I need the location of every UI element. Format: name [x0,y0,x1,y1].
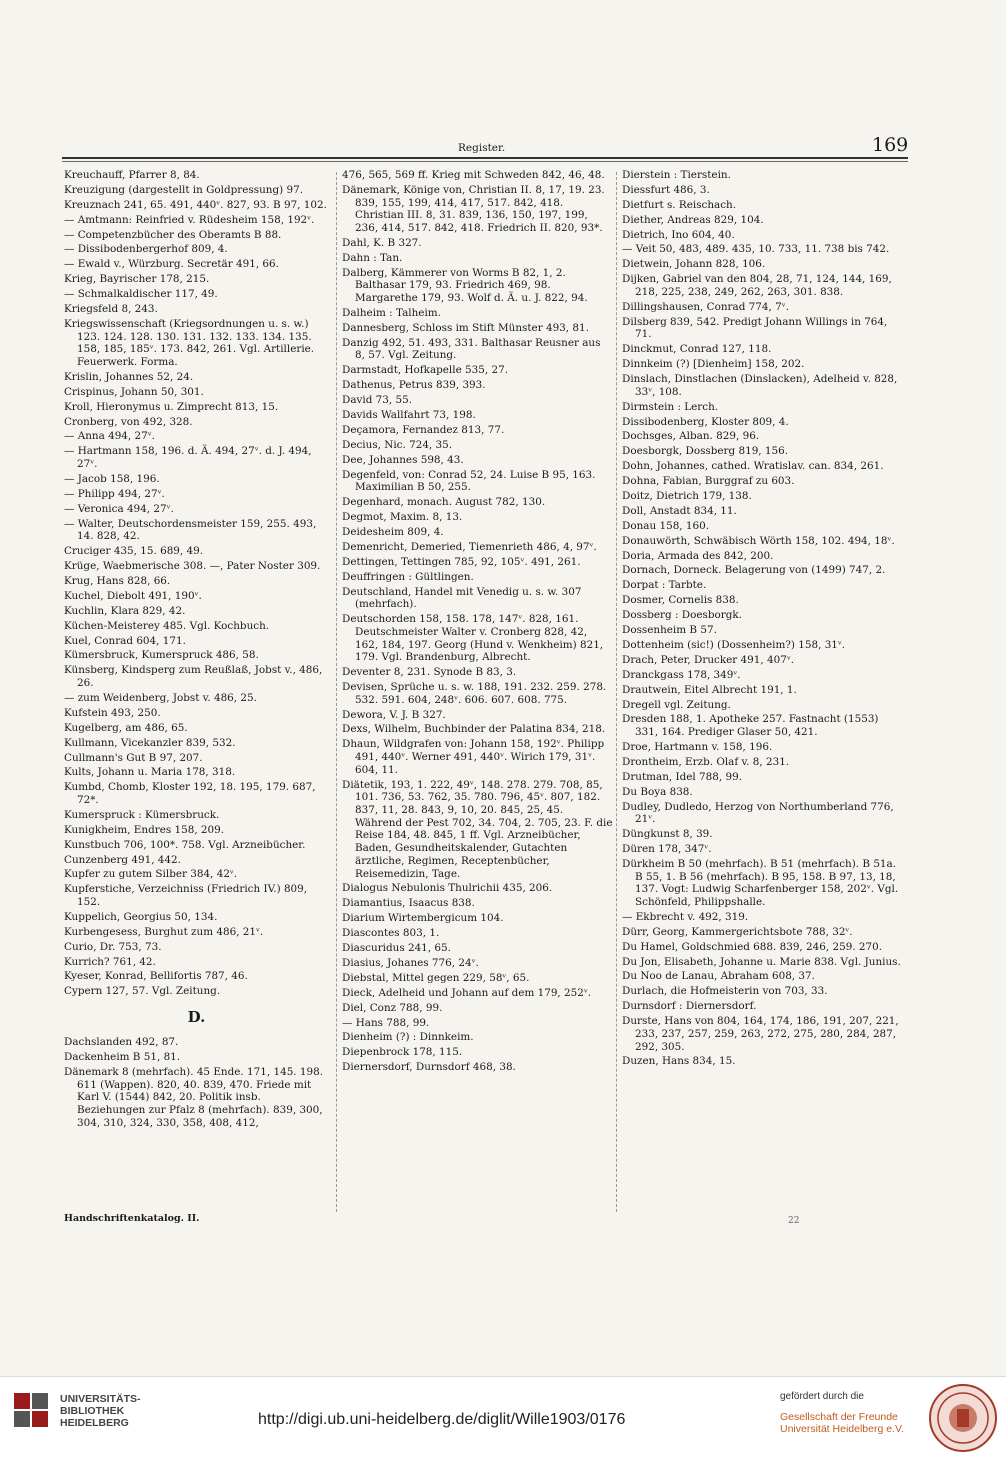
index-entry: Deçamora, Fernandez 813, 77. [342,423,505,436]
index-entry: Dierstein : Tierstein. [622,169,731,181]
index-entry: — Ekbrecht v. 492, 319. [622,910,749,923]
index-entry: — Veit 50, 483, 489. 435, 10. 733, 11. 738 bis 742. [622,243,890,256]
footer-bar [0,1376,1006,1460]
index-entry: Düngkunst 8, 39. [622,828,713,841]
university-library-logo-icon[interactable] [12,1391,52,1431]
index-entry: Drautwein, Eitel Albrecht 191, 1. [622,683,797,696]
index-entry: Kumbd, Chomb, Kloster 192, 18. 195, 179. 687, 72*. [64,781,316,806]
signature-mark: Handschriftenkatalog. II. [64,1213,200,1224]
index-entry: Kreuchauff, Pfarrer 8, 84. [64,169,200,181]
index-entry: Dinnkeim (?) [Dienheim] 158, 202. [622,358,805,371]
index-entry: Kunstbuch 706, 100*. 758. Vgl. Arzneibücher. [64,838,306,851]
index-entry: Kriegswissenschaft (Kriegsordnungen u. s. w.) 123. 124. 128. 130. 131. 132. 133. 134. 135. 158, 185, 185ᵛ. 173. 842, 261. Vgl. Artillerie. Feuerwerk. Forma. [64,317,315,369]
index-entry: Diernersdorf, Durnsdorf 468, 38. [342,1061,516,1074]
index-entry: Dregell vgl. Zeitung. [622,698,731,711]
index-entry: Künsberg, Kindsperg zum Reußlaß, Jobst v., 486, 26. [64,664,323,690]
university-name-line: UNIVERSITÄTS- [60,1393,141,1405]
index-entry: Cullmann's Gut B 97, 207. [64,751,203,764]
section-letter-heading: D. [187,1008,206,1027]
university-name-line: BIBLIOTHEK [60,1405,125,1417]
index-entry: Dinslach, Dinstlachen (Dinslacken), Adelheid v. 828, 33ᵛ, 108. [622,373,898,398]
index-entry: Dalheim : Talheim. [342,306,441,319]
index-entry: Diarium Wirtembergicum 104. [342,912,504,925]
index-entry: Dahn : Tan. [342,251,403,264]
index-entry: Doll, Anstadt 834, 11. [622,504,737,517]
index-entry: Kreuzigung (dargestellt in Goldpressung) 97. [64,183,304,196]
index-entry: Diessfurt 486, 3. [622,183,710,196]
index-entry: Deutschland, Handel mit Venedig u. s. w. 307 (mehrfach). [342,585,582,611]
index-entry: Krieg, Bayrischer 178, 215. [64,273,210,286]
index-entry: — Amtmann: Reinfried v. Rüdesheim 158, 192ᵛ. [64,213,315,226]
index-entry: Diamantius, Isaacus 838. [342,897,475,910]
index-entry: Dietwein, Johann 828, 106. [622,258,766,271]
index-entry: — Hartmann 158, 196. d. Ä. 494, 27ᵛ. d. J. 494, 27ᵛ. [64,445,312,471]
index-entry: Kupferstiche, Verzeichniss (Friedrich IV.) 809, 152. [64,883,308,909]
index-entry: Dochsges, Alban. 829, 96. [622,430,760,443]
index-entry: Dirmstein : Lerch. [622,400,719,413]
index-entry: Kurrich? 761, 42. [64,955,156,968]
page-number: 169 [872,134,909,156]
index-entry: Curio, Dr. 753, 73. [64,940,162,953]
column-divider [336,172,337,1212]
index-entry: Dohna, Fabian, Burggraf zu 603. [622,475,795,488]
index-entry: — Hans 788, 99. [342,1016,430,1029]
index-entry: Diätetik, 193, 1. 222, 49ᵛ, 148. 278. 279. 708, 85, 101. 736, 53. 762, 35. 780. 796, 45ᵛ. 807, 182. 837, 11, 28. 843, 9, 10, 20. 845, 25, 45. Während der Pest 702, 34. 704, 2. 705, 23. F. die Reise 184, 48. 845, 1 ff. Vgl. Arzneibücher, Baden, Gesundheitskalender, Gutachten ärztliche, Regimen, Receptenbücher, Reisemedizin, Tage. [342,778,613,880]
sponsor-label: gefördert durch die [780,1391,864,1402]
index-entry: Diebstal, Mittel gegen 229, 58ᵛ, 65. [342,971,530,984]
index-entry: Droe, Hartmann v. 158, 196. [622,740,773,753]
index-entry: Dilsberg 839, 542. Predigt Johann Willings in 764, 71. [622,315,888,341]
index-entry: Dosmer, Cornelis 838. [622,594,739,607]
index-entry: Kufstein 493, 250. [64,706,161,719]
index-entry: Diascontes 803, 1. [342,927,440,940]
index-entry: Krislin, Johannes 52, 24. [64,370,194,383]
index-entry: Dottenheim (sic!) (Dossenheim?) 158, 31ᵛ. [622,638,846,651]
index-entry: Dewora, V. J. B 327. [342,708,446,721]
index-entry: Kurbengesess, Burghut zum 486, 21ᵛ. [64,925,264,938]
index-entry: Kümersbruck, Kumerspruck 486, 58. [64,649,259,662]
index-entry: Dorpat : Tarbte. [622,579,707,592]
index-entry: Dinckmut, Conrad 127, 118. [622,343,772,356]
index-entry: Dresden 188, 1. Apotheke 257. Fastnacht (1553) 331, 164. Prediger Glaser 50, 421. [622,713,879,739]
index-entry: Kuppelich, Georgius 50, 134. [64,910,218,923]
index-entry: Crispinus, Johann 50, 301. [64,385,204,398]
index-entry: Doria, Armada des 842, 200. [622,549,774,562]
index-entry: 476, 565, 569 ff. Krieg mit Schweden 842, 46, 48. [342,169,605,181]
index-entry: Dossenheim B 57. [622,624,717,637]
index-entry: Kreuznach 241, 65. 491, 440ᵛ. 827, 93. B 97, 102. [64,198,327,211]
index-entry: Dee, Johannes 598, 43. [342,453,464,466]
index-entry: Dhaun, Wildgrafen von: Johann 158, 192ᵛ. Philipp 491, 440ᵛ. Werner 491, 440ᵛ. Wirich 179, 31ᵛ. 604, 11. [342,738,605,776]
index-entry: Kumerspruck : Kümersbruck. [64,808,220,821]
index-entry: Diasius, Johanes 776, 24ᵛ. [342,956,479,969]
index-entry: Danzig 492, 51. 493, 331. Balthasar Reusner aus 8, 57. Vgl. Zeitung. [342,336,601,362]
index-entry: Dissibodenberg, Kloster 809, 4. [622,415,789,428]
index-entry: Dillingshausen, Conrad 774, 7ᵛ. [622,300,789,313]
index-entry: Demenricht, Demeried, Tiemenrieth 486, 4, 97ᵛ. [342,540,597,553]
index-entry: Kuchel, Diebolt 491, 190ᵛ. [64,589,202,602]
index-entry: Cronberg, von 492, 328. [64,415,193,428]
index-entry: Krüge, Waebmerische 308. —, Pater Noster 309. [64,560,321,573]
index-entry: Deutschorden 158, 158. 178, 147ᵛ. 828, 161. Deutschmeister Walter v. Cronberg 828, 42, 162, 184, 197. Georg (Hund v. Wenkheim) 821, 179. Vgl. Brandenburg, Albrecht. [342,613,604,664]
index-entry: Kults, Johann u. Maria 178, 318. [64,766,236,779]
index-entry: Kyeser, Konrad, Bellifortis 787, 46. [64,970,248,983]
index-column-left [64,169,329,1219]
university-name-line: HEIDELBERG [60,1417,129,1429]
header-rule-thin [62,161,908,162]
index-entry: Dialogus Nebulonis Thulrichii 435, 206. [342,882,553,895]
index-column-middle [342,169,613,1219]
index-entry: Dalberg, Kämmerer von Worms B 82, 1, 2. Balthasar 179, 93. Friedrich 469, 98. Margarethe 179, 93. Wolf d. Ä. u. J. 822, 94. [342,266,588,305]
sponsor-name[interactable] [780,1411,904,1435]
index-entry: Kullmann, Vicekanzler 839, 532. [64,736,236,749]
index-entry: Diascuridus 241, 65. [342,942,451,955]
header-rule [62,157,908,159]
index-entry: Dietfurt s. Reischach. [622,198,737,211]
index-entry: Dexs, Wilhelm, Buchbinder der Palatina 834, 218. [342,723,606,736]
index-entry: Doitz, Dietrich 179, 138. [622,490,752,503]
index-entry: Dijken, Gabriel van den 804, 28, 71, 124, 144, 169, 218, 225, 238, 249, 262, 263, 301. 838. [622,273,892,298]
index-entry: Krug, Hans 828, 66. [64,575,171,587]
index-entry: Durlach, die Hofmeisterin von 703, 33. [622,985,828,998]
running-header: Register. [458,142,506,154]
index-entry: Dürkheim B 50 (mehrfach). B 51 (mehrfach). B 51a. B 55, 1. B 56 (mehrfach). B 95, 158. B 97, 13, 18, 137. Vogt: Ludwig Scharfenberger 158, 202ᵛ. Vgl. Schönfeld, Philippshalle. [622,857,899,909]
index-entry: Kuchlin, Klara 829, 42. [64,604,186,617]
index-entry: Deuffringen : Gültlingen. [342,570,474,583]
index-entry: Cunzenberg 491, 442. [64,853,181,866]
index-entry: Dänemark 8 (mehrfach). 45 Ende. 171, 145. 198. 611 (Wappen). 820, 40. 839, 470. Friede mit Karl V. (1544) 842, 20. Politik insb. Beziehungen zur Pfalz 8 (mehrfach). 839, 300, 304, 310, 324, 330, 358, 408, 412, [64,1065,324,1129]
index-entry: Diether, Andreas 829, 104. [622,213,764,226]
index-entry: Darmstadt, Hofkapelle 535, 27. [342,364,508,377]
index-entry: Dachslanden 492, 87. [64,1036,179,1049]
sponsor-name-line: Universität Heidelberg e.V. [780,1423,904,1435]
index-entry: Dahl, K. B 327. [342,236,422,249]
index-entry: Degenhard, monach. August 782, 130. [342,496,546,509]
index-entry: Dackenheim B 51, 81. [64,1050,181,1063]
index-entry: Dannesberg, Schloss im Stift Münster 493, 81. [342,321,589,334]
index-entry: — Jacob 158, 196. [64,472,160,485]
index-entry: Dossberg : Doesborgk. [622,609,742,622]
index-entry: — Philipp 494, 27ᵛ. [64,487,165,500]
index-entry: Davids Wallfahrt 73, 198. [342,409,476,422]
index-entry: Devisen, Sprüche u. s. w. 188, 191. 232. 259. 278. 532. 591. 604, 248ᵛ. 606. 607. 608. 775. [342,681,607,706]
index-entry: Dudley, Dudledo, Herzog von Northumberland 776, 21ᵛ. [622,800,894,826]
index-entry: Kupfer zu gutem Silber 384, 42ᵛ. [64,868,238,881]
index-entry: David 73, 55. [342,394,413,407]
index-entry: Dietrich, Ino 604, 40. [622,228,735,241]
index-entry: Kroll, Hieronymus u. Zimprecht 813, 15. [64,400,279,413]
index-entry: Dohn, Johannes, cathed. Wratislav. can. 834, 261. [622,460,884,473]
permalink-url[interactable]: http://digi.ub.uni-heidelberg.de/diglit/Wille1903/0176 [258,1411,626,1428]
index-entry: Dänemark, Könige von, Christian II. 8, 17, 19. 23. 839, 155, 199, 414, 417, 517. 842, 418. Christian III. 8, 31. 839, 136, 150, 197, 199, 236, 414, 517. 842, 418. Friedrich II. 820, 93*. [342,183,605,234]
index-entry: Kriegsfeld 8, 243. [64,303,158,316]
index-entry: Durnsdorf : Diernersdorf. [622,1000,757,1013]
university-seal-icon [928,1383,998,1453]
index-entry: Donau 158, 160. [622,519,710,532]
index-entry: Degmot, Maxim. 8, 13. [342,511,463,524]
index-entry: Du Boya 838. [622,785,693,798]
index-entry: Kuel, Conrad 604, 171. [64,634,186,647]
column-divider [616,172,617,1212]
university-library-name [60,1393,141,1429]
index-entry: Deventer 8, 231. Synode B 83, 3. [342,666,517,679]
index-entry: — Schmalkaldischer 117, 49. [64,288,218,301]
index-entry: Deidesheim 809, 4. [342,525,444,538]
index-entry: Donauwörth, Schwäbisch Wörth 158, 102. 494, 18ᵛ. [622,534,895,547]
index-entry: Drach, Peter, Drucker 491, 407ᵛ. [622,653,795,666]
index-entry: Dettingen, Tettingen 785, 92, 105ᵛ. 491, 261. [342,555,581,568]
index-entry: Dornach, Dorneck. Belagerung von (1499) 747, 2. [622,564,886,577]
signature-number: 22 [788,1216,800,1226]
index-entry: Diepenbrock 178, 115. [342,1046,463,1059]
index-entry: Drontheim, Erzb. Olaf v. 8, 231. [622,755,790,768]
index-entry: Decius, Nic. 724, 35. [342,438,453,451]
index-entry: Dieck, Adelheid und Johann auf dem 179, 252ᵛ. [342,986,592,999]
index-entry: — Anna 494, 27ᵛ. [64,430,155,443]
sponsor-name-line: Gesellschaft der Freunde [780,1411,898,1423]
index-entry: Dathenus, Petrus 839, 393. [342,379,486,392]
index-entry: Küchen-Meisterey 485. Vgl. Kochbuch. [64,619,270,632]
index-entry: Du Noo de Lanau, Abraham 608, 37. [622,970,815,983]
index-entry: Cruciger 435, 15. 689, 49. [64,545,204,558]
index-entry: Doesborgk, Dossberg 819, 156. [622,445,789,458]
index-entry: Dürr, Georg, Kammergerichtsbote 788, 32ᵛ. [622,925,853,938]
index-entry: Degenfeld, von: Conrad 52, 24. Luise B 95, 163. Maximilian B 50, 255. [342,468,596,494]
index-entry: Du Jon, Elisabeth, Johanne u. Marie 838. Vgl. Junius. [622,955,901,968]
index-entry: Du Hamel, Goldschmied 688. 839, 246, 259. 270. [622,940,883,953]
index-entry: Dienheim (?) : Dinnkeim. [342,1031,474,1044]
index-entry: Dranckgass 178, 349ᵛ. [622,668,741,681]
index-entry: Kunigkheim, Endres 158, 209. [64,823,225,836]
index-entry: — Dissibodenbergerhof 809, 4. [64,243,228,256]
index-entry: Kugelberg, am 486, 65. [64,721,188,734]
index-entry: Düren 178, 347ᵛ. [622,843,712,856]
index-entry: Duzen, Hans 834, 15. [622,1055,736,1068]
index-entry: — zum Weidenberg, Jobst v. 486, 25. [64,691,257,704]
index-entry: Durste, Hans von 804, 164, 174, 186, 191, 207, 221, 233, 237, 257, 259, 263, 272, 275, 280, 284, 287, 292, 305. [622,1015,899,1053]
index-entry: — Ewald v., Würzburg. Secretär 491, 66. [64,258,279,271]
index-entry: — Walter, Deutschordensmeister 159, 255. 493, 14. 828, 42. [64,517,317,543]
index-entry: Drutman, Idel 788, 99. [622,770,743,783]
index-entry: — Veronica 494, 27ᵛ. [64,502,174,515]
index-entry: Cypern 127, 57. Vgl. Zeitung. [64,985,221,998]
index-column-right [622,169,904,1219]
index-entry: — Competenzbücher des Oberamts B 88. [64,228,282,241]
index-entry: Diel, Conz 788, 99. [342,1001,443,1014]
